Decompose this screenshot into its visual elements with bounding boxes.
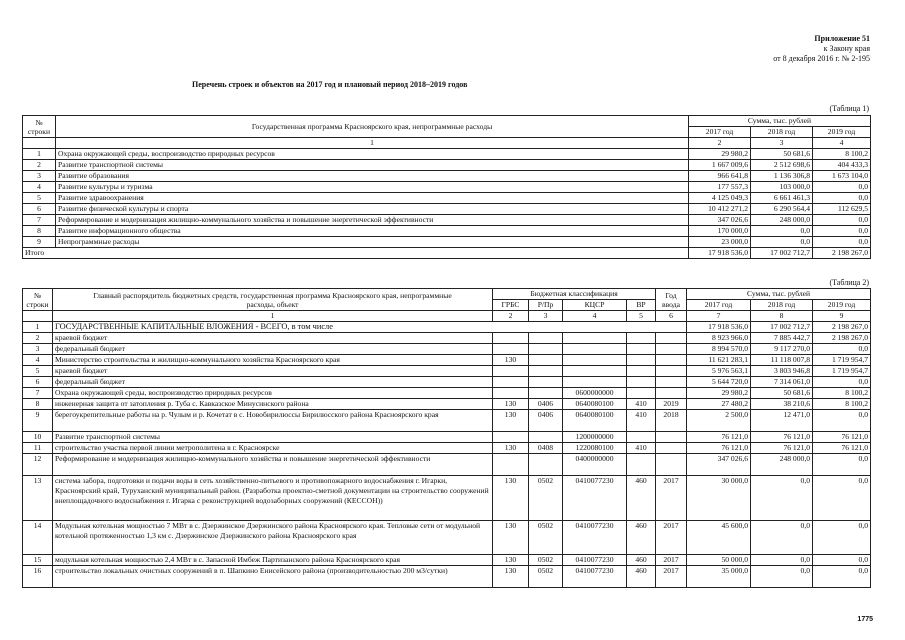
column-number: [23, 311, 53, 322]
rpr: 0502: [529, 555, 563, 566]
column-number: 8: [751, 311, 813, 322]
sum-2018: 0,0: [751, 566, 813, 588]
object-name: краевой бюджет: [53, 366, 493, 377]
sum-2019: 0,0: [813, 410, 871, 432]
program-name: Развитие культуры и туризма: [56, 182, 689, 193]
kcsr: 0410077230: [563, 521, 627, 555]
sum-2019: 0,0: [813, 476, 871, 521]
sum-2019: 8 100,2: [813, 399, 871, 410]
column-number: 1: [53, 311, 493, 322]
column-number: 7: [687, 311, 751, 322]
column-number: 2: [689, 138, 751, 149]
rpr: [529, 388, 563, 399]
row-number: 14: [23, 521, 53, 555]
kcsr: 0640080100: [563, 399, 627, 410]
grbs: [493, 366, 529, 377]
kcsr: 0600000000: [563, 388, 627, 399]
table-row: [23, 226, 871, 237]
year: [656, 377, 687, 388]
object-name: Охрана окружающей среды, воспроизводство природных ресурсов: [53, 388, 493, 399]
sum-2017: 5 644 720,0: [687, 377, 751, 388]
sum-2018: 17 002 712,7: [751, 322, 813, 333]
sum-2019: 76 121,0: [813, 432, 871, 443]
rpr: 0502: [529, 566, 563, 588]
sum-2019: 1 719 954,7: [813, 355, 871, 366]
grbs: [493, 388, 529, 399]
table-row: [23, 322, 871, 333]
object-name: Развитие транспортной системы: [53, 432, 493, 443]
program-name: Развитие физической культуры и спорта: [56, 204, 689, 215]
row-number: 5: [23, 366, 53, 377]
program-name: Развитие здравоохранения: [56, 193, 689, 204]
vr: 460: [627, 521, 656, 555]
sum-2019: 404 433,3: [813, 160, 871, 171]
table-row: [23, 193, 871, 204]
kcsr: 0640080100: [563, 410, 627, 432]
appendix-number: Приложение 51: [814, 34, 870, 43]
year: 2017: [656, 476, 687, 521]
sum-2019: 0,0: [813, 226, 871, 237]
sum-2019: 0,0: [813, 237, 871, 248]
sum-2019: 112 629,5: [813, 204, 871, 215]
column-number: 3: [529, 311, 563, 322]
column-number: [23, 138, 56, 149]
sum-2019: 8 100,2: [813, 149, 871, 160]
row-number: 13: [23, 476, 53, 521]
sum-2019: 2 198 267,0: [813, 248, 871, 259]
year: 2019: [656, 399, 687, 410]
table-row: [23, 476, 871, 521]
grbs: 130: [493, 399, 529, 410]
header-2019: 2019 год: [813, 127, 871, 138]
sum-2019: 2 198 267,0: [813, 333, 871, 344]
table-row: [23, 333, 871, 344]
column-number: 1: [56, 138, 689, 149]
sum-2017: 27 480,2: [687, 399, 751, 410]
object-name: краевой бюджет: [53, 333, 493, 344]
rpr: [529, 366, 563, 377]
kcsr: 1220080100: [563, 443, 627, 454]
header-2018: 2018 год: [751, 300, 813, 311]
table-row: [23, 410, 871, 432]
table-row: [23, 160, 871, 171]
sum-2018: 11 118 007,8: [751, 355, 813, 366]
row-number: 3: [23, 344, 53, 355]
table-row: [23, 399, 871, 410]
sum-2018: 17 002 712,7: [751, 248, 813, 259]
sum-2017: 76 121,0: [687, 432, 751, 443]
rpr: 0406: [529, 410, 563, 432]
rpr: [529, 377, 563, 388]
sum-2018: 0,0: [751, 555, 813, 566]
object-name: строительство участка первой линии метрополитена в г. Красноярске: [53, 443, 493, 454]
row-number: 10: [23, 432, 53, 443]
header-grbs: ГРБС: [493, 300, 529, 311]
sum-2019: 0,0: [813, 193, 871, 204]
row-number: 11: [23, 443, 53, 454]
table-row: [23, 432, 871, 443]
year: [656, 333, 687, 344]
sum-2018: 0,0: [751, 226, 813, 237]
row-number: 12: [23, 454, 53, 476]
sum-2018: 76 121,0: [751, 432, 813, 443]
grbs: 130: [493, 555, 529, 566]
grbs: 130: [493, 566, 529, 588]
sum-2018: 50 681,6: [751, 149, 813, 160]
header-program: Государственная программа Красноярского края, непрограммные расходы: [56, 116, 689, 138]
header-year: Год ввода: [656, 289, 687, 311]
sum-2017: 45 600,0: [687, 521, 751, 555]
sum-2018: 1 136 306,8: [751, 171, 813, 182]
grbs: [493, 333, 529, 344]
grbs: 130: [493, 443, 529, 454]
sum-2018: 6 290 564,4: [751, 204, 813, 215]
table-row: [23, 171, 871, 182]
total-label: Итого: [23, 248, 689, 259]
vr: 410: [627, 443, 656, 454]
vr: 460: [627, 555, 656, 566]
table-row: [23, 377, 871, 388]
sum-2018: 0,0: [751, 521, 813, 555]
appendix-date: от 8 декабря 2016 г. № 2-195: [773, 54, 870, 63]
sum-2019: 1 719 954,7: [813, 366, 871, 377]
row-number: 15: [23, 555, 53, 566]
row-number: 4: [23, 182, 56, 193]
table-row: [23, 215, 871, 226]
rpr: 0502: [529, 521, 563, 555]
table-row: [23, 443, 871, 454]
column-number: 3: [751, 138, 813, 149]
sum-2017: 5 976 563,1: [687, 366, 751, 377]
row-number: 8: [23, 226, 56, 237]
row-number: 9: [23, 410, 53, 432]
vr: 460: [627, 476, 656, 521]
header-2018: 2018 год: [751, 127, 813, 138]
sum-2017: 347 026,6: [687, 454, 751, 476]
year: [656, 443, 687, 454]
object-name: система забора, подготовки и подачи воды в сеть хозяйственно-питьевого и противопожарного водоснабжения г. Игарки, Красноярский край, Туруханский муниципальный район. (Разработка проектно-сметной документации на строительство сооружений внеплощадочного водоснабжения г. Игарка с реконструкцией водозаборных сооружений (КЕССОН)): [53, 476, 493, 521]
sum-2018: 103 000,0: [751, 182, 813, 193]
sum-2018: 9 117 270,0: [751, 344, 813, 355]
sum-2017: 11 621 283,1: [687, 355, 751, 366]
table-row: [23, 149, 871, 160]
sum-2017: 966 641,8: [689, 171, 751, 182]
vr: [627, 454, 656, 476]
sum-2019: 76 121,0: [813, 443, 871, 454]
document-title: Перечень строек и объектов на 2017 год и плановый период 2018–2019 годов: [192, 80, 468, 89]
row-number: 2: [23, 160, 56, 171]
sum-2019: 0,0: [813, 566, 871, 588]
table-row: [23, 454, 871, 476]
program-name: Реформирование и модернизация жилищно-коммунального хозяйства и повышение энергетической эффективности: [56, 215, 689, 226]
table2-label: (Таблица 2): [829, 278, 869, 287]
object-name: модульная котельная мощностью 2,4 МВт в с. Запасной Имбеж Партизанского района Красноярского края: [53, 555, 493, 566]
sum-2017: 170 000,0: [689, 226, 751, 237]
table-row: [23, 204, 871, 215]
vr: 410: [627, 399, 656, 410]
sum-2019: 0,0: [813, 344, 871, 355]
kcsr: 0410077230: [563, 566, 627, 588]
header-budget-classification: Бюджетная классификация: [493, 289, 656, 300]
row-number: 9: [23, 237, 56, 248]
row-number: 7: [23, 215, 56, 226]
sum-2017: 76 121,0: [687, 443, 751, 454]
sum-2017: 4 125 049,3: [689, 193, 751, 204]
object-name: федеральный бюджет: [53, 377, 493, 388]
header-2017: 2017 год: [687, 300, 751, 311]
vr: [627, 333, 656, 344]
table-row: [23, 521, 871, 555]
sum-2018: 50 681,6: [751, 388, 813, 399]
object-name: строительство локальных очистных сооружений в п. Шапкино Енисейского района (производительностью 200 м3/сутки): [53, 566, 493, 588]
year: [656, 355, 687, 366]
table-objects: [22, 288, 871, 588]
sum-2017: 17 918 536,0: [689, 248, 751, 259]
rpr: 0406: [529, 399, 563, 410]
sum-2019: 0,0: [813, 521, 871, 555]
rpr: [529, 355, 563, 366]
table-row: [23, 344, 871, 355]
sum-2018: 248 000,0: [751, 454, 813, 476]
column-number: 4: [813, 138, 871, 149]
rpr: [529, 333, 563, 344]
year: 2017: [656, 555, 687, 566]
year: [656, 366, 687, 377]
header-row-number: № строки: [23, 116, 56, 138]
kcsr: [563, 366, 627, 377]
header-rpr: Р/Пр: [529, 300, 563, 311]
program-name: Непрограммные расходы: [56, 237, 689, 248]
table-row: [23, 555, 871, 566]
kcsr: [563, 344, 627, 355]
header-sum: Сумма, тыс. рублей: [689, 116, 871, 127]
rpr: [529, 432, 563, 443]
header-vr: ВР: [627, 300, 656, 311]
sum-2017: 2 500,0: [687, 410, 751, 432]
rpr: [529, 344, 563, 355]
grbs: [493, 377, 529, 388]
sum-2019: 0,0: [813, 377, 871, 388]
appendix-law: к Закону края: [823, 44, 870, 53]
total-row: [23, 248, 871, 259]
row-number: 2: [23, 333, 53, 344]
grbs: 130: [493, 410, 529, 432]
table-row: [23, 566, 871, 588]
program-name: Развитие образования: [56, 171, 689, 182]
header-kcsr: КЦСР: [563, 300, 627, 311]
sum-2017: 10 412 271,2: [689, 204, 751, 215]
header-2017: 2017 год: [689, 127, 751, 138]
sum-2018: 7 314 061,0: [751, 377, 813, 388]
kcsr: 0410077230: [563, 555, 627, 566]
sum-2018: 6 661 461,3: [751, 193, 813, 204]
vr: [627, 366, 656, 377]
row-number: 1: [23, 149, 56, 160]
grbs: 130: [493, 521, 529, 555]
program-name: Охрана окружающей среды, воспроизводство природных ресурсов: [56, 149, 689, 160]
sum-2017: 8 994 570,0: [687, 344, 751, 355]
sum-2018: 7 885 442,7: [751, 333, 813, 344]
sum-2019: 1 673 104,0: [813, 171, 871, 182]
column-number: 5: [627, 311, 656, 322]
column-number: 2: [493, 311, 529, 322]
table1-label: (Таблица 1): [829, 104, 869, 113]
sum-2019: 2 198 267,0: [813, 322, 871, 333]
sum-2019: 0,0: [813, 454, 871, 476]
sum-2017: 17 918 536,0: [687, 322, 751, 333]
header-sum: Сумма, тыс. рублей: [687, 289, 871, 300]
sum-2017: 1 667 009,6: [689, 160, 751, 171]
sum-2017: 29 980,2: [689, 149, 751, 160]
row-number: 16: [23, 566, 53, 588]
row-number: 6: [23, 204, 56, 215]
row-number: 5: [23, 193, 56, 204]
table-row: [23, 366, 871, 377]
kcsr: [563, 355, 627, 366]
year: 2018: [656, 410, 687, 432]
vr: [627, 432, 656, 443]
rpr: 0502: [529, 476, 563, 521]
year: [656, 454, 687, 476]
row-number: 7: [23, 388, 53, 399]
sum-2019: 0,0: [813, 555, 871, 566]
year: 2017: [656, 566, 687, 588]
sum-2019: 0,0: [813, 215, 871, 226]
table-row: [23, 237, 871, 248]
object-name: Министерство строительства и жилищно-коммунального хозяйства Красноярского края: [53, 355, 493, 366]
object-name: Модульная котельная мощностью 7 МВт в с. Дзержинское Дзержинского района Красноярского края. Тепловые сети от модульной котельной протяженностью 1,3 км с. Дзержинское Дзержинского района Красноярского края: [53, 521, 493, 555]
kcsr: 0400000000: [563, 454, 627, 476]
table-programs: [22, 115, 871, 259]
sum-2018: 0,0: [751, 237, 813, 248]
column-number: 6: [656, 311, 687, 322]
sum-2017: 50 000,0: [687, 555, 751, 566]
header-row-number: № строки: [23, 289, 53, 311]
sum-2018: 0,0: [751, 476, 813, 521]
page-number: 1775: [857, 616, 873, 623]
sum-2017: 177 557,3: [689, 182, 751, 193]
sum-2018: 12 471,0: [751, 410, 813, 432]
grbs: [493, 344, 529, 355]
grbs: [493, 432, 529, 443]
grbs: 130: [493, 476, 529, 521]
row-number: 3: [23, 171, 56, 182]
object-name: федеральный бюджет: [53, 344, 493, 355]
table-row: [23, 182, 871, 193]
header-2019: 2019 год: [813, 300, 871, 311]
year: [656, 388, 687, 399]
header-object: Главный распорядитель бюджетных средств, государственная программа Красноярского края, непрограммные расходы, объект: [53, 289, 493, 311]
row-number: 8: [23, 399, 53, 410]
program-name: Развитие транспортной системы: [56, 160, 689, 171]
sum-2017: 35 000,0: [687, 566, 751, 588]
sum-2017: 8 923 966,0: [687, 333, 751, 344]
sum-2018: 248 000,0: [751, 215, 813, 226]
row-number: 4: [23, 355, 53, 366]
vr: [627, 344, 656, 355]
table-row: [23, 355, 871, 366]
row-number: 1: [23, 322, 53, 333]
object-name: Реформирование и модернизация жилищно-коммунального хозяйства и повышение энергетической эффективности: [53, 454, 493, 476]
appendix-header: [773, 34, 870, 64]
vr: 460: [627, 566, 656, 588]
sum-2018: 3 803 946,8: [751, 366, 813, 377]
vr: [627, 388, 656, 399]
vr: [627, 355, 656, 366]
rpr: 0408: [529, 443, 563, 454]
kcsr: 0410077230: [563, 476, 627, 521]
object-name: берегоукрепительные работы на р. Чулым и р. Кочетат в с. Новобирилюссы Бирилюсского района Красноярского края: [53, 410, 493, 432]
rpr: [529, 454, 563, 476]
sum-2018: 38 210,6: [751, 399, 813, 410]
year: [656, 344, 687, 355]
sum-2018: 76 121,0: [751, 443, 813, 454]
sum-2018: 2 512 698,6: [751, 160, 813, 171]
kcsr: 1200000000: [563, 432, 627, 443]
column-number: 9: [813, 311, 871, 322]
object-name: инженерная защита от затопления р. Туба с. Кавказское Минусинского района: [53, 399, 493, 410]
vr: 410: [627, 410, 656, 432]
sum-2019: 8 100,2: [813, 388, 871, 399]
grbs: 130: [493, 355, 529, 366]
sum-2017: 30 000,0: [687, 476, 751, 521]
kcsr: [563, 333, 627, 344]
sum-2017: 347 026,6: [689, 215, 751, 226]
year: 2017: [656, 521, 687, 555]
vr: [627, 377, 656, 388]
column-number: 4: [563, 311, 627, 322]
program-name: Развитие информационного общества: [56, 226, 689, 237]
object-name: ГОСУДАРСТВЕННЫЕ КАПИТАЛЬНЫЕ ВЛОЖЕНИЯ - ВСЕГО, в том числе: [53, 322, 687, 333]
grbs: [493, 454, 529, 476]
sum-2017: 29 980,2: [687, 388, 751, 399]
row-number: 6: [23, 377, 53, 388]
kcsr: [563, 377, 627, 388]
year: [656, 432, 687, 443]
sum-2019: 0,0: [813, 182, 871, 193]
sum-2017: 23 000,0: [689, 237, 751, 248]
table-row: [23, 388, 871, 399]
